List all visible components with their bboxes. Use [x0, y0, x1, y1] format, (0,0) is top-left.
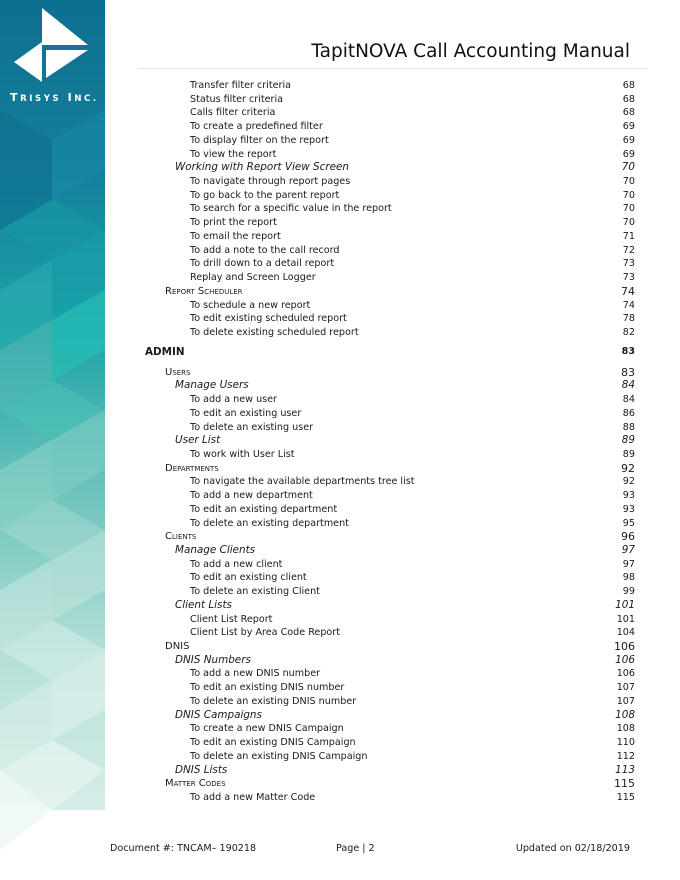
toc-entry-title: To drill down to a detail report — [190, 258, 335, 270]
toc-entry-title: To create a predefined filter — [190, 121, 323, 133]
toc-entry-title: Status filter criteria — [190, 93, 284, 105]
toc-entry[interactable] — [135, 407, 635, 421]
toc-entry-title: To display filter on the report — [190, 134, 329, 146]
toc-entry-page: 68 — [622, 107, 635, 119]
toc-entry[interactable] — [135, 344, 635, 360]
toc-entry-page: 106 — [614, 640, 635, 654]
toc-entry-page: 70 — [622, 217, 635, 229]
toc-entry-page: 68 — [622, 93, 635, 105]
toc-entry-page: 93 — [622, 490, 635, 502]
toc-entry-title: Client List Report — [190, 613, 273, 625]
toc-entry-page: 104 — [616, 627, 635, 639]
toc-entry-title: To email the report — [190, 230, 281, 242]
toc-entry[interactable] — [135, 489, 635, 503]
toc-entry[interactable] — [135, 299, 635, 313]
toc-entry-title: DNIS Numbers — [175, 653, 251, 666]
toc-entry-title: Transfer filter criteria — [190, 80, 292, 91]
toc-entry-title: DNIS Campaigns — [175, 708, 262, 721]
toc-entry-page: 73 — [622, 258, 635, 270]
toc-entry-title: To add a new user — [190, 394, 277, 406]
toc-entry[interactable] — [135, 722, 635, 736]
toc-entry-page: 108 — [616, 723, 635, 735]
footer-updated-date: Updated on 02/18/2019 — [515, 843, 630, 854]
toc-entry-page: 101 — [616, 613, 635, 625]
toc-entry[interactable] — [135, 530, 635, 544]
toc-entry[interactable] — [135, 791, 635, 805]
toc-entry-title: To edit an existing user — [190, 407, 302, 419]
toc-entry[interactable] — [135, 571, 635, 585]
toc-entry-title: Replay and Screen Logger — [190, 272, 316, 284]
toc-entry-title: To edit an existing DNIS number — [190, 682, 345, 694]
page-footer — [0, 843, 680, 857]
toc-entry-page: 101 — [615, 598, 635, 611]
toc-entry-title: ADMIN — [145, 345, 185, 358]
toc-entry[interactable] — [135, 230, 635, 244]
toc-entry[interactable] — [135, 106, 635, 120]
brand-name: TRISYS INC. — [10, 91, 99, 104]
toc-entry-page: 70 — [621, 161, 635, 174]
toc-entry[interactable] — [135, 503, 635, 517]
toc-entry-page: 115 — [614, 777, 635, 791]
toc-entry-page: 78 — [622, 313, 635, 325]
toc-entry-page: 107 — [616, 695, 635, 707]
toc-entry-page: 69 — [622, 134, 635, 146]
toc-entry-title: Clients — [165, 531, 197, 543]
toc-entry-title: To edit an existing client — [190, 572, 307, 584]
toc-entry-title: User List — [175, 434, 221, 447]
toc-entry-title: To add a new department — [190, 490, 313, 502]
toc-entry[interactable] — [135, 326, 635, 340]
toc-entry-page: 98 — [622, 572, 635, 584]
toc-entry[interactable] — [135, 654, 635, 668]
toc-entry[interactable] — [135, 216, 635, 230]
toc-entry-page: 73 — [622, 272, 635, 284]
toc-entry-page: 115 — [616, 791, 635, 803]
toc-entry[interactable] — [135, 599, 635, 613]
toc-entry-title: To add a new client — [190, 558, 283, 570]
header-divider — [138, 68, 648, 69]
toc-entry-title: To delete an existing user — [190, 421, 314, 433]
toc-entry[interactable] — [135, 393, 635, 407]
toc-entry-page: 92 — [621, 461, 635, 475]
toc-entry[interactable] — [135, 312, 635, 326]
hexagon-pattern-graphic — [0, 0, 105, 880]
toc-entry[interactable] — [135, 271, 635, 285]
toc-entry-page: 82 — [622, 326, 635, 338]
toc-entry-page: 70 — [622, 189, 635, 201]
toc-entry-title: To delete an existing department — [190, 517, 349, 529]
toc-entry-title: Report Scheduler — [165, 285, 243, 297]
toc-entry-title: To navigate the available departments tree list — [190, 476, 415, 488]
toc-entry-title: To delete an existing DNIS Campaign — [190, 750, 368, 762]
toc-entry-page: 69 — [622, 121, 635, 133]
toc-entry[interactable] — [135, 517, 635, 531]
toc-entry-page: 83 — [621, 345, 635, 357]
toc-entry[interactable] — [135, 79, 635, 93]
toc-entry[interactable] — [135, 626, 635, 640]
toc-entry-page: 88 — [622, 421, 635, 433]
toc-entry-title: Users — [165, 366, 191, 378]
toc-entry-title: To add a new DNIS number — [190, 668, 321, 680]
toc-entry-page: 71 — [622, 230, 635, 242]
toc-entry-page: 89 — [621, 434, 635, 447]
toc-entry-title: To delete existing scheduled report — [190, 326, 359, 338]
toc-entry[interactable] — [135, 134, 635, 148]
toc-entry[interactable] — [135, 585, 635, 599]
toc-entry[interactable] — [135, 640, 635, 654]
toc-entry-page: 96 — [621, 530, 635, 544]
toc-entry-title: To navigate through report pages — [190, 176, 351, 188]
toc-entry-title: Client List by Area Code Report — [190, 627, 341, 639]
toc-entry[interactable] — [135, 175, 635, 189]
toc-entry[interactable] — [135, 777, 635, 791]
toc-entry-title: Matter Codes — [165, 778, 226, 790]
toc-entry-page: 106 — [616, 668, 635, 680]
toc-entry-title: To schedule a new report — [190, 299, 311, 311]
toc-entry-page: 86 — [622, 407, 635, 419]
toc-entry[interactable] — [135, 709, 635, 723]
toc-entry[interactable] — [135, 120, 635, 134]
toc-entry[interactable] — [135, 736, 635, 750]
toc-entry-page: 83 — [621, 365, 635, 379]
toc-entry[interactable] — [135, 695, 635, 709]
toc-entry-title: To add a note to the call record — [190, 244, 340, 256]
toc-entry-title: To delete an existing Client — [190, 586, 320, 598]
toc-entry[interactable] — [135, 379, 635, 393]
toc-entry-title: To go back to the parent report — [190, 189, 340, 201]
toc-entry-title: To edit an existing DNIS Campaign — [190, 737, 356, 749]
toc-entry-page: 110 — [616, 737, 635, 749]
toc-entry-page: 106 — [615, 653, 635, 666]
toc-entry[interactable] — [135, 285, 635, 299]
footer-page-number: Page | 2 — [336, 843, 375, 854]
toc-entry-page: 84 — [622, 394, 635, 406]
document-title: TapitNOVA Call Accounting Manual — [311, 41, 630, 62]
toc-entry-title: To delete an existing DNIS number — [190, 695, 357, 707]
toc-entry-page: 108 — [615, 708, 635, 721]
toc-entry[interactable] — [135, 161, 635, 175]
toc-entry-page: 74 — [622, 299, 635, 311]
toc-entry-page: 95 — [622, 517, 635, 529]
toc-entry[interactable] — [135, 366, 635, 380]
footer-document-number: Document #: TNCAM– 190218 — [110, 843, 257, 854]
toc-entry-page: 70 — [622, 176, 635, 188]
toc-entry-title: Client Lists — [175, 598, 232, 611]
toc-entry-title: DNIS — [165, 641, 190, 653]
toc-entry[interactable] — [135, 257, 635, 271]
toc-entry-page: 112 — [616, 750, 635, 762]
toc-entry-page: 99 — [622, 586, 635, 598]
toc-entry-page: 93 — [622, 503, 635, 515]
toc-entry-title: To print the report — [190, 217, 277, 229]
toc-entry-title: To work with User List — [190, 448, 295, 460]
toc-entry[interactable] — [135, 434, 635, 448]
toc-entry-page: 113 — [615, 763, 635, 776]
toc-entry-title: To search for a specific value in the report — [190, 203, 392, 215]
toc-entry[interactable] — [135, 764, 635, 778]
toc-entry-page: 89 — [622, 448, 635, 460]
decorative-sidebar — [0, 0, 105, 880]
toc-entry-page: 69 — [622, 148, 635, 160]
toc-entry-title: Departments — [165, 462, 219, 474]
toc-entry-title: Working with Report View Screen — [175, 161, 349, 174]
toc-entry-title: DNIS Lists — [175, 763, 228, 776]
toc-entry-page: 72 — [622, 244, 635, 256]
toc-entry-page: 97 — [622, 558, 635, 570]
toc-entry-title: To edit an existing department — [190, 503, 338, 515]
toc-entry[interactable] — [135, 613, 635, 627]
toc-entry-page: 74 — [621, 284, 635, 298]
toc-entry-title: To edit existing scheduled report — [190, 313, 347, 325]
toc-entry[interactable] — [135, 189, 635, 203]
toc-entry-title: Manage Clients — [175, 544, 256, 556]
toc-entry[interactable] — [135, 202, 635, 216]
toc-entry-title: To create a new DNIS Campaign — [190, 723, 344, 735]
toc-entry[interactable] — [135, 244, 635, 258]
toc-entry[interactable] — [135, 421, 635, 435]
toc-entry-page: 92 — [622, 476, 635, 488]
toc-entry[interactable] — [135, 93, 635, 107]
toc-entry-page: 97 — [621, 544, 635, 556]
toc-entry-title: Calls filter criteria — [190, 107, 276, 119]
toc-entry-page: 70 — [622, 203, 635, 215]
toc-entry-page: 107 — [616, 682, 635, 694]
toc-entry[interactable] — [135, 448, 635, 462]
toc-entry-title: To add a new Matter Code — [190, 791, 316, 803]
toc-entry[interactable] — [135, 475, 635, 489]
toc-entry[interactable] — [135, 462, 635, 476]
toc-entry-title: To view the report — [190, 148, 277, 160]
toc-entry-page: 84 — [621, 379, 635, 392]
toc-entry-page: 68 — [622, 80, 635, 91]
toc-entry[interactable] — [135, 544, 635, 558]
toc-entry[interactable] — [135, 681, 635, 695]
table-of-contents — [135, 79, 635, 805]
toc-entry[interactable] — [135, 558, 635, 572]
toc-entry[interactable] — [135, 148, 635, 162]
toc-entry-title: Manage Users — [175, 379, 249, 392]
toc-entry[interactable] — [135, 667, 635, 681]
toc-entry[interactable] — [135, 750, 635, 764]
